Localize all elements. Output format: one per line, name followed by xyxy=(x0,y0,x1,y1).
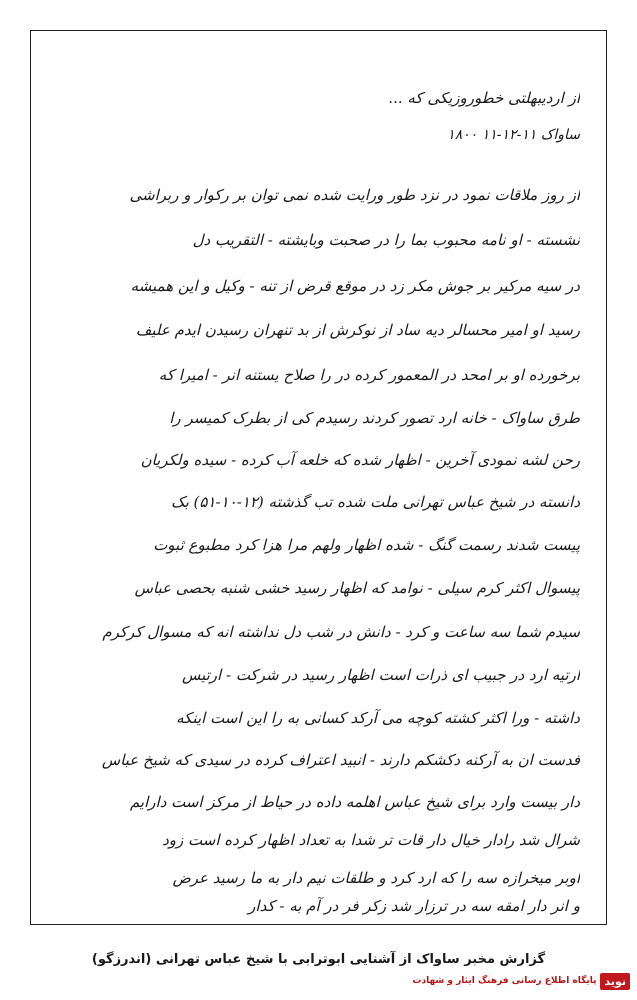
handwritten-line: سیدم شما سه ساعت و کرد - دانش در شب دل نداشته انه که مسوال کرکرم xyxy=(102,623,580,641)
watermark-text: پایگاه اطلاع رسانی فرهنگ ایثار و شهادت xyxy=(412,976,597,986)
handwritten-line: رسید او امیر محسالر دیه ساد از نوکرش از بد تنهران رسیدن ایدم علیف xyxy=(135,321,580,339)
handwritten-line: پیسوال اکثر کرم سیلی - نوامد که اظهار رسید خشی شنبه بحصی عباس xyxy=(134,579,580,597)
handwritten-line: و انر دار امقه سه در ترزار شد زکر فر در آم به - کدار xyxy=(248,897,580,915)
handwritten-line: داشته - ورا اکثر کشته کوچه می آرکد کسانی به را این است اینکه xyxy=(176,709,580,727)
site-watermark xyxy=(412,968,630,994)
handwritten-line: فدست ان به آرکنه دکشکم دارند - انبید اعتراف کرده در سیدی که شیخ عباس xyxy=(101,751,580,769)
document-caption: گزارش مخبر ساواک از آشنایی ابوترابی با شیخ عباس تهرانی (اندرزگو) xyxy=(91,952,546,967)
handwritten-line: از روز ملاقات نمود در نزد طور ورایت شده نمی توان بر رکوار و ربراشی xyxy=(129,186,580,204)
handwritten-header: از اردیبهلتی خطوروزیکی که ... xyxy=(388,89,580,107)
handwritten-line: نشسته - او نامه محبوب بما را در صحبت وبایشته - التقریب دل xyxy=(192,231,580,249)
handwritten-line: برخورده او بر امحد در المعمور کرده در را صلاح یستنه انر - امیرا که xyxy=(158,366,580,384)
handwritten-line: دانسته در شیخ عباس تهرانی ملت شده تب گذشته (۱۲-۱۰-۵۱) بک xyxy=(171,493,580,511)
navid-logo-icon: نوید xyxy=(600,973,630,990)
handwritten-line: دار بیست وارد برای شیخ عباس اهلمه داده در حیاط از مرکز است دارایم xyxy=(129,793,580,811)
handwritten-report xyxy=(31,31,608,926)
handwritten-line: پیست شدند رسمت گنگ - شده اظهار ولهم مرا هزا کرد مطبوع ثبوت xyxy=(153,536,580,554)
handwritten-line: رحن لشه نمودی آخرین - اظهار شده که خلعه آب کرده - سیده ولکریان xyxy=(140,451,580,469)
handwritten-line: اوبر میخرازه سه را که ارد کرد و طلقات نیم دار به ما رسید عرض xyxy=(172,869,580,887)
handwritten-line: شرال شد رادار خیال دار قات تر شدا به تعداد اظهار کرده است زود xyxy=(162,831,580,849)
document-page xyxy=(30,30,607,925)
handwritten-line: ارتیه ارد در جبیب ای ذرات است اظهار رسید در شرکت - ارتیس xyxy=(181,666,580,684)
handwritten-line: طرق ساواک - خانه ارد تصور کردند رسیدم کی از بطرک کمیسر را xyxy=(169,409,580,427)
handwritten-date-line: ساواک ۱۱-۱۲-۱۱ ۱۸۰۰ xyxy=(447,127,580,143)
handwritten-line: در سیه مرکیر بر جوش مکر زد در موقع قرض از تنه - وکیل و این همیشه xyxy=(130,277,580,295)
